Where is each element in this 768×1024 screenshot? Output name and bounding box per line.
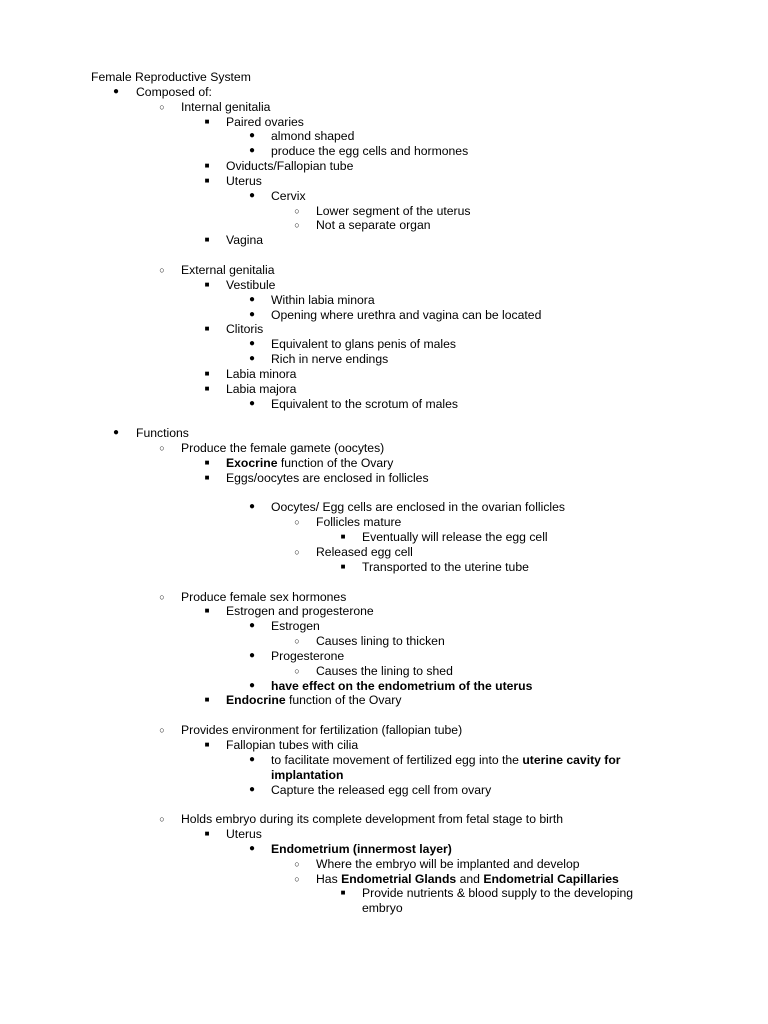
text-run: Follicles mature: [316, 515, 402, 530]
blank-line: [0, 486, 768, 501]
list-item: [0, 189, 768, 204]
text-run: Released egg cell: [316, 545, 413, 559]
bullet-square-icon: ■: [204, 116, 210, 126]
bullet-square-icon: ■: [204, 695, 210, 705]
bullet-square-icon: ■: [204, 235, 210, 245]
bullet-disc-icon: ●: [248, 293, 256, 305]
list-item-text: [316, 545, 413, 560]
bullet-circle-icon: ○: [159, 814, 165, 825]
text-run: function of the Ovary: [285, 693, 402, 708]
list-item: [0, 352, 768, 367]
bullet-square-icon: ■: [340, 888, 346, 898]
bold-text: Endometrial Capillaries: [483, 871, 619, 886]
list-item-text: [316, 218, 431, 233]
list-item-text: [226, 174, 262, 189]
text-run: Provides environment for fertilization (fallopian tube): [181, 723, 463, 738]
bullet-disc-icon: ●: [248, 189, 256, 201]
bullet-disc-icon: ●: [248, 620, 256, 632]
list-item-text: [136, 426, 189, 441]
list-item: [0, 768, 768, 783]
list-item: [0, 560, 768, 575]
blank-line: [0, 708, 768, 723]
list-item: [0, 842, 768, 857]
bullet-circle-icon: ○: [294, 220, 300, 231]
list-item: [0, 471, 768, 486]
bold-text: Endometrium (innermost layer): [271, 841, 452, 856]
text-run: Produce female sex hormones: [181, 589, 347, 604]
list-item-text: [316, 634, 445, 649]
bold-text: Exocrine: [226, 455, 278, 470]
list-item: [0, 204, 768, 219]
list-item: [0, 144, 768, 159]
list-item-text: [181, 441, 384, 456]
list-item-text: [271, 189, 306, 204]
list-item-text: [181, 723, 462, 738]
list-item-text: [362, 901, 403, 916]
text-run: Oviducts/Fallopian tube: [226, 159, 354, 174]
list-item: [0, 263, 768, 278]
bullet-square-icon: ■: [204, 606, 210, 616]
list-item: [0, 723, 768, 738]
list-item: [0, 174, 768, 189]
blank-line: [0, 411, 768, 426]
list-item-text: [316, 857, 580, 872]
bullet-circle-icon: ○: [159, 264, 165, 275]
bullet-disc-icon: ●: [248, 649, 256, 661]
list-item-text: [226, 738, 358, 753]
bullet-square-icon: ■: [340, 561, 346, 571]
list-item-text: [226, 322, 263, 337]
list-item-text: [271, 679, 532, 694]
bullet-circle-icon: ○: [159, 591, 165, 602]
bullet-circle-icon: ○: [294, 873, 300, 884]
text-run: Where the embryo will be implanted and develop: [316, 856, 580, 871]
list-item-text: [226, 604, 374, 619]
text-run: Clitoris: [226, 322, 264, 337]
bullet-circle-icon: ○: [294, 547, 300, 557]
bullet-disc-icon: ●: [248, 783, 256, 795]
bullet-disc-icon: ●: [112, 427, 120, 439]
bullet-circle-icon: ○: [294, 858, 300, 869]
list-item-text: [316, 204, 470, 219]
bullet-square-icon: ■: [204, 324, 210, 334]
text-run: Causes the lining to shed: [316, 663, 453, 678]
list-item-text: [181, 590, 346, 605]
text-run: Provide nutrients & blood supply to the developing: [362, 886, 634, 901]
list-item: [0, 233, 768, 248]
text-run: Labia majora: [226, 381, 297, 396]
text-run: Not a separate organ: [316, 218, 431, 233]
list-item-text: [316, 872, 619, 887]
text-run: Composed of:: [136, 84, 212, 99]
list-item: [0, 426, 768, 441]
text-run: embryo: [362, 901, 403, 916]
bullet-circle-icon: ○: [159, 443, 165, 454]
list-item: [0, 308, 768, 323]
bold-text: Endometrial Glands: [341, 871, 457, 886]
text-run: Opening where urethra and vagina can be located: [271, 307, 542, 322]
text-run: produce the egg cells and hormones: [271, 144, 469, 159]
text-run: Produce the female gamete (oocytes): [181, 441, 385, 456]
list-item: [0, 218, 768, 233]
text-run: Estrogen: [271, 619, 320, 634]
list-item: [0, 456, 768, 471]
list-item-text: [362, 886, 633, 901]
bullet-disc-icon: ●: [248, 308, 256, 320]
list-item: [0, 857, 768, 872]
text-run: Fallopian tubes with cilia: [226, 737, 359, 752]
document-title-line: [0, 70, 768, 85]
list-item: [0, 382, 768, 397]
list-item: [0, 100, 768, 115]
text-run: Causes lining to thicken: [316, 634, 445, 649]
list-item: [0, 367, 768, 382]
bullet-disc-icon: ●: [248, 145, 256, 157]
list-item-text: [226, 693, 401, 708]
list-item: [0, 886, 768, 901]
list-item: [0, 872, 768, 887]
bullet-square-icon: ■: [204, 739, 210, 749]
list-item: [0, 278, 768, 293]
bullet-square-icon: ■: [204, 161, 210, 171]
list-item: [0, 530, 768, 545]
list-item: [0, 545, 768, 560]
bullet-circle-icon: ○: [294, 205, 300, 216]
list-item: [0, 115, 768, 130]
list-item-text: [271, 293, 375, 308]
list-item: [0, 812, 768, 827]
list-item-text: [362, 560, 529, 575]
list-item: [0, 293, 768, 308]
list-item: [0, 397, 768, 412]
list-item-text: [226, 115, 304, 130]
list-item-text: [226, 233, 263, 248]
list-item: [0, 738, 768, 753]
bullet-square-icon: ■: [204, 829, 210, 839]
list-item-text: [271, 768, 343, 783]
list-item: [0, 753, 768, 768]
text-run: External genitalia: [181, 262, 275, 277]
list-item-text: [271, 649, 344, 664]
bullet-disc-icon: ●: [248, 130, 256, 142]
list-item-text: [226, 456, 393, 471]
bold-text: uterine cavity for: [522, 752, 621, 767]
list-item: [0, 783, 768, 798]
text-run: Labia minora: [226, 366, 297, 381]
text-run: Oocytes/ Egg cells are enclosed in the ovarian follicles: [271, 500, 566, 515]
bullet-circle-icon: ○: [294, 636, 300, 647]
text-run: Holds embryo during its complete development from fetal stage to birth: [181, 812, 564, 827]
list-item-text: [362, 530, 548, 545]
text-run: Cervix: [271, 188, 306, 203]
list-item: [0, 901, 768, 916]
outline-list: [0, 85, 768, 916]
text-run: Lower segment of the uterus: [316, 203, 471, 218]
bullet-circle-icon: ○: [294, 517, 300, 528]
list-item-text: [181, 812, 563, 827]
bullet-disc-icon: ●: [248, 501, 256, 513]
list-item: [0, 322, 768, 337]
text-run: Transported to the uterine tube: [362, 559, 529, 574]
text-run: Estrogen and progesterone: [226, 604, 374, 619]
text-run: Within labia minora: [271, 292, 375, 307]
bold-text: have effect on the endometrium of the uterus: [271, 678, 533, 693]
text-run: Equivalent to glans penis of males: [271, 337, 456, 352]
text-run: Uterus: [226, 827, 262, 842]
list-item-text: [271, 397, 458, 412]
blank-line: [0, 575, 768, 590]
bold-text: implantation: [271, 767, 344, 782]
text-run: Eggs/oocytes are enclosed in follicles: [226, 470, 429, 485]
document-title: Female Reproductive System: [91, 70, 251, 84]
text-run: Vagina: [226, 233, 264, 248]
list-item: [0, 500, 768, 515]
list-item: [0, 693, 768, 708]
bold-text: Endocrine: [226, 693, 286, 708]
bullet-circle-icon: ○: [159, 101, 165, 112]
list-item-text: [181, 100, 270, 115]
list-item: [0, 827, 768, 842]
bullet-square-icon: ■: [204, 457, 210, 467]
list-item: [0, 664, 768, 679]
list-item-text: [271, 352, 388, 367]
list-item: [0, 619, 768, 634]
text-run: Internal genitalia: [181, 99, 271, 114]
list-item-text: [226, 367, 296, 382]
list-item-text: [181, 263, 275, 278]
list-item: [0, 85, 768, 100]
text-run: Has: [316, 871, 342, 886]
list-item-text: [136, 85, 212, 100]
document-page: [0, 70, 768, 916]
bullet-disc-icon: ●: [248, 679, 256, 691]
bullet-circle-icon: ○: [159, 725, 165, 736]
text-run: Eventually will release the egg cell: [362, 530, 548, 545]
list-item-text: [271, 308, 541, 323]
bullet-disc-icon: ●: [248, 338, 256, 350]
list-item-text: [226, 471, 429, 486]
list-item-text: [226, 159, 353, 174]
bullet-disc-icon: ●: [112, 85, 120, 97]
text-run: Equivalent to the scrotum of males: [271, 396, 458, 411]
text-run: Progesterone: [271, 648, 345, 663]
bullet-disc-icon: ●: [248, 753, 256, 765]
bullet-square-icon: ■: [204, 472, 210, 482]
list-item-text: [271, 753, 621, 768]
bullet-square-icon: ■: [340, 532, 346, 542]
text-run: Vestibule: [226, 277, 276, 292]
list-item: [0, 337, 768, 352]
list-item-text: [316, 515, 401, 530]
text-run: Rich in nerve endings: [271, 352, 389, 367]
list-item-text: [271, 144, 468, 159]
blank-line: [0, 248, 768, 263]
bullet-disc-icon: ●: [248, 842, 256, 854]
list-item-text: [271, 129, 354, 144]
list-item: [0, 590, 768, 605]
list-item-text: [226, 278, 275, 293]
text-run: and: [456, 871, 484, 886]
list-item: [0, 604, 768, 619]
list-item-text: [271, 619, 320, 634]
list-item: [0, 679, 768, 694]
text-run: almond shaped: [271, 129, 355, 144]
blank-line: [0, 797, 768, 812]
text-run: to facilitate movement of fertilized egg into the: [271, 752, 523, 767]
bullet-circle-icon: ○: [294, 665, 300, 676]
bullet-disc-icon: ●: [248, 353, 256, 365]
text-run: Paired ovaries: [226, 114, 304, 129]
list-item: [0, 441, 768, 456]
bullet-disc-icon: ●: [248, 397, 256, 409]
bullet-square-icon: ■: [204, 175, 210, 185]
text-run: Functions: [136, 426, 189, 441]
list-item-text: [271, 842, 452, 857]
text-run: Uterus: [226, 173, 262, 188]
list-item: [0, 649, 768, 664]
list-item-text: [316, 664, 453, 679]
bullet-square-icon: ■: [204, 368, 210, 378]
list-item-text: [271, 783, 491, 798]
list-item: [0, 129, 768, 144]
list-item-text: [271, 337, 456, 352]
bullet-square-icon: ■: [204, 279, 210, 289]
list-item-text: [271, 500, 565, 515]
text-run: Capture the released egg cell from ovary: [271, 782, 492, 797]
list-item: [0, 634, 768, 649]
text-run: function of the Ovary: [277, 455, 394, 470]
list-item-text: [226, 382, 296, 397]
list-item: [0, 515, 768, 530]
list-item: [0, 159, 768, 174]
bullet-square-icon: ■: [204, 383, 210, 393]
list-item-text: [226, 827, 262, 842]
